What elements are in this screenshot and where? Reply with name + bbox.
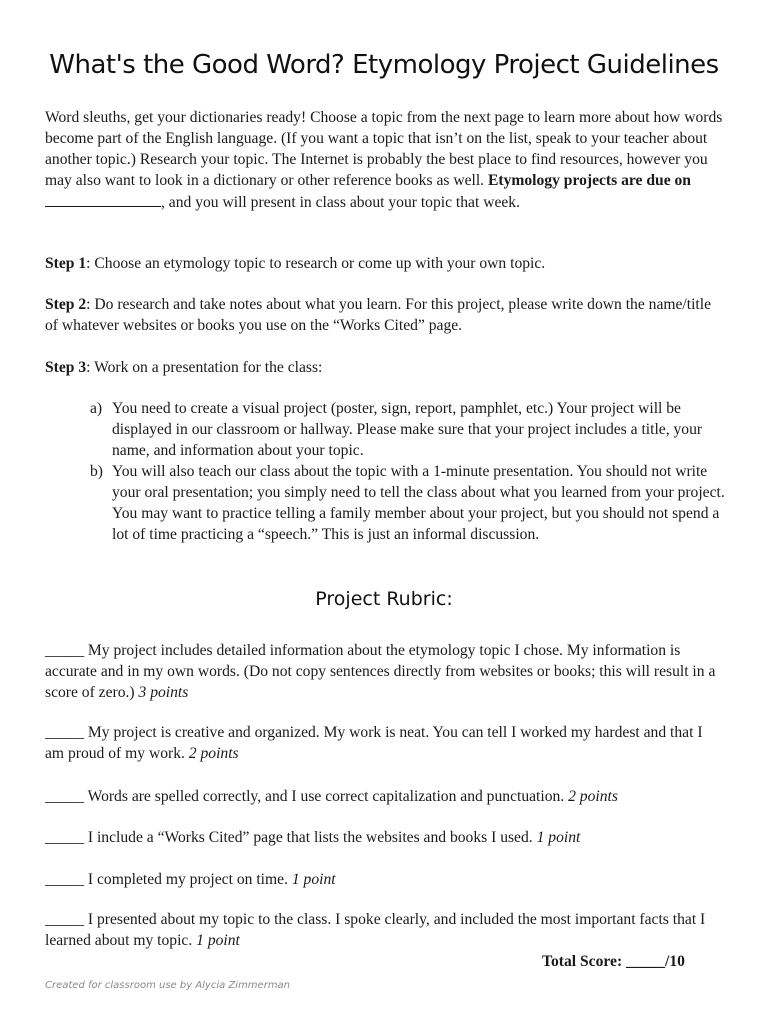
list-item [90, 398, 730, 461]
list-item-text: You will also teach our class about the topic with a 1-minute presentation. You should not write your oral presentation; you simply need to tell the class about what you learned from your project. You may want to practice telling a family member about your project, but you should not spend a lot of time practicing a “speech.” This is just an informal discussion. [112, 463, 725, 543]
rubric-points: 1 point [196, 932, 240, 949]
list-item-label: a) [90, 400, 103, 417]
rubric-item [45, 827, 725, 848]
rubric-heading: Project Rubric: [315, 588, 453, 610]
step-3-label: Step 3 [45, 359, 87, 376]
score-blank: _____ [45, 788, 84, 805]
due-date-label: Etymology projects are due on [487, 172, 691, 189]
page-title: What's the Good Word? Etymology Project Guidelines [49, 50, 719, 80]
step-2-text: : Do research and take notes about what you learn. For this project, please write down the name/title of whatever websites or books you use on the “Works Cited” page. [45, 296, 712, 334]
rubric-item [45, 786, 725, 807]
score-blank: _____ [45, 724, 84, 741]
footer-credit: Created for classroom use by Alycia Zimmerman [45, 980, 291, 991]
rubric-points: 2 points [568, 788, 618, 805]
step-3 [45, 357, 725, 378]
due-date-blank [45, 191, 161, 207]
rubric-points: 1 point [536, 829, 581, 846]
intro-paragraph [45, 107, 725, 213]
rubric-points: 1 point [291, 871, 336, 888]
total-score [542, 953, 685, 971]
intro-text: Word sleuths, get your dictionaries ready! Choose a topic from the next page to learn more about how words become part of the English language. (If you want a topic that isn’t on the list, speak to your teacher about another topic.) Research your topic. The Internet is probably the best place to find resources, however you may also want to look in a dictionary or other reference books as well. [45, 109, 723, 189]
list-item-text: You need to create a visual project (poster, sign, report, pamphlet, etc.) Your project will be displayed in our classroom or hallway. Please make sure that your project includes a title, your name, and information about your topic. [112, 400, 703, 459]
step-1-text: : Choose an etymology topic to research or come up with your own topic. [86, 255, 546, 272]
total-score-label: Total Score: [542, 953, 623, 970]
step-1-label: Step 1 [45, 255, 87, 272]
list-item-label: b) [90, 463, 103, 480]
score-blank: _____ [45, 829, 84, 846]
step-2-label: Step 2 [45, 296, 87, 313]
rubric-text: I completed my project on time. [83, 871, 292, 888]
score-blank: _____ [45, 871, 84, 888]
rubric-item [45, 640, 725, 703]
score-blank: _____ [45, 642, 84, 659]
list-item [90, 461, 730, 545]
intro-text-end: , and you will present in class about your topic that week. [161, 194, 521, 211]
rubric-text: I include a “Works Cited” page that lists the websites and books I used. [83, 829, 537, 846]
rubric-text: I presented about my topic to the class. I spoke clearly, and included the most important facts that I learned about my topic. [45, 911, 706, 949]
rubric-points: 2 points [188, 745, 239, 762]
total-score-blank: _____ [626, 953, 666, 970]
rubric-item [45, 722, 725, 764]
rubric-points: 3 points [138, 684, 189, 701]
rubric-text: My project includes detailed information about the etymology topic I chose. My information is accurate and in my own words. (Do not copy sentences directly from websites or books; this will result in a score of zero.) [45, 642, 716, 701]
total-score-max: /10 [665, 953, 685, 970]
step-1 [45, 253, 725, 274]
score-blank: _____ [45, 911, 84, 928]
rubric-text: Words are spelled correctly, and I use correct capitalization and punctuation. [83, 788, 569, 805]
rubric-item [45, 869, 725, 890]
step-2 [45, 294, 725, 336]
step-3-list [90, 398, 730, 545]
rubric-text: My project is creative and organized. My work is neat. You can tell I worked my hardest and that I am proud of my work. [45, 724, 703, 762]
step-3-text: : Work on a presentation for the class: [86, 359, 323, 376]
rubric-item [45, 909, 725, 951]
